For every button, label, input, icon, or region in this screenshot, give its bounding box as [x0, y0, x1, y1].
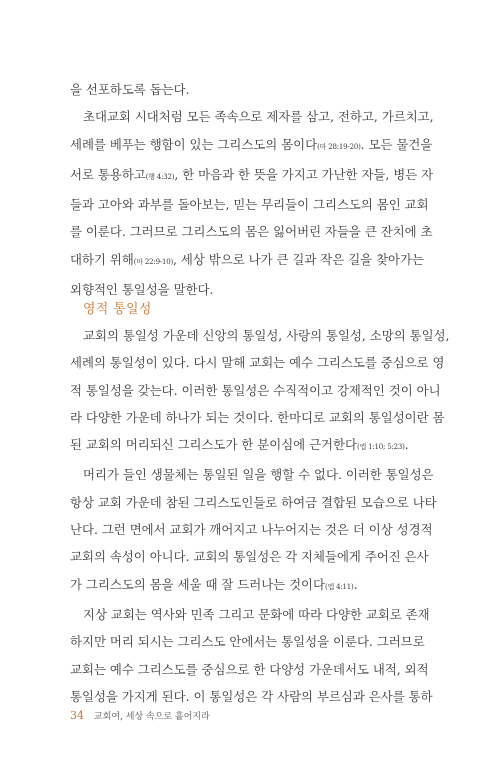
- paragraph-line: 된 교회의 머리되신 그리스도가 한 분이심에 근거한다(엡 1:10; 5:23).: [70, 437, 409, 453]
- paragraph-line: 초대교회 시대처럼 모든 족속으로 제자를 삼고, 전하고, 가르치고,: [83, 109, 434, 125]
- section-heading: 영적 통일성: [83, 302, 152, 317]
- paragraph-line: 세례를 베푸는 행함이 있는 그리스도의 몸이다(마 28:19-20). 모든 물건을: [70, 136, 433, 152]
- paragraph-line: 지상 교회는 역사와 민족 그리고 문화에 따라 다양한 교회로 존재: [83, 606, 430, 622]
- paragraph-line: 외향적인 통일성을 말한다.: [70, 282, 214, 298]
- paragraph-line: 항상 교회 가운데 참된 그리스도인들로 하여금 결합된 모습으로 나타: [70, 494, 437, 510]
- scripture-reference: (행 4:32): [145, 172, 175, 181]
- paragraph-line: 교회는 예수 그리스도를 중심으로 한 다양성 가운데서도 내적, 외적: [70, 661, 429, 677]
- paragraph-line: 교회의 속성이 아니다. 교회의 통일성은 각 지체들에게 주어진 은사: [70, 549, 429, 565]
- paragraph-line: 난다. 그런 면에서 교회가 깨어지고 나누어지는 것은 더 이상 성경적: [70, 522, 433, 538]
- paragraph-line: 교회의 통일성 가운데 신앙의 통일성, 사랑의 통일성, 소망의 통일성,: [83, 328, 450, 343]
- paragraph-line: 를 이룬다. 그러므로 그리스도의 몸은 잃어버린 자들을 큰 잔치에 초: [70, 224, 433, 240]
- scripture-reference: (마 28:19-20): [317, 142, 361, 151]
- page-number: 34: [70, 709, 84, 722]
- paragraph-line: 을 선포하도록 돕는다.: [70, 82, 190, 97]
- body-section-1: [70, 76, 436, 303]
- scripture-reference: (마 22:9-10): [133, 257, 174, 266]
- paragraph-line: 대하기 위해(마 22:9-10), 세상 밖으로 나가 큰 길과 작은 길을 찾아가는: [70, 251, 424, 267]
- paragraph-line: 들과 고아와 과부를 돌아보는, 믿는 무리들이 그리스도의 몸인 교회: [70, 197, 429, 213]
- paragraph-line: 서로 통용하고(행 4:32), 한 마음과 한 뜻을 가지고 가난한 자들, 병든 자: [70, 166, 434, 182]
- paragraph-line: 적 통일성을 갖는다. 이러한 통일성은 수직적이고 강제적인 것이 아니: [70, 382, 441, 398]
- paragraph-line: 라 다양한 가운데 하나가 되는 것이다. 한마디로 교회의 통일성이란 몸: [70, 409, 445, 425]
- running-title: 교회여, 세상 속으로 흩어지라: [94, 712, 210, 722]
- page-footer: [70, 709, 210, 722]
- paragraph-line: 가 그리스도의 몸을 세울 때 잘 드러나는 것이다(엡 4:11).: [70, 576, 358, 592]
- scripture-reference: (엡 4:11): [325, 582, 354, 591]
- paragraph-line: 머리가 들인 생물체는 통일된 일을 행할 수 없다. 이러한 통일성은: [83, 467, 434, 483]
- paragraph-line: 세례의 통일성이 있다. 다시 말해 교회는 예수 그리스도를 중심으로 영: [70, 355, 445, 371]
- scripture-reference: (엡 1:10; 5:23): [356, 443, 405, 452]
- body-section-2: [70, 322, 450, 710]
- paragraph-line: 하지만 머리 되시는 그리스도 안에서는 통일성을 이룬다. 그러므로: [70, 634, 425, 650]
- paragraph-line: 통일성을 가지게 된다. 이 통일성은 각 사람의 부르심과 은사를 통하: [70, 688, 433, 704]
